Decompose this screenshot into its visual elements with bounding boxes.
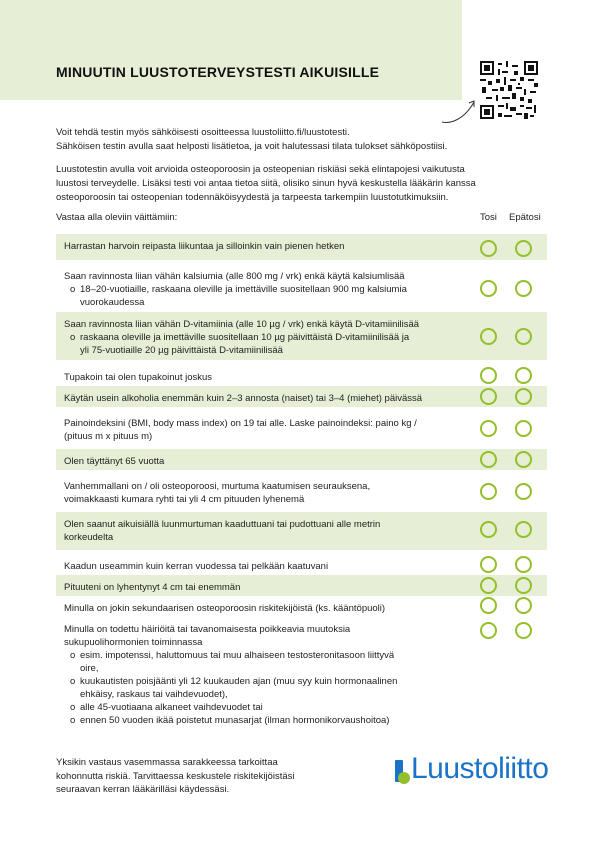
radio-true[interactable] bbox=[480, 240, 497, 257]
statement-sublist bbox=[64, 283, 539, 309]
radio-true[interactable] bbox=[480, 280, 497, 297]
statement-text: Olen saanut aikuisiällä luunmurtuman kaaduttuani tai pudottuani alle metrin korkeudelta bbox=[64, 519, 381, 543]
radio-false[interactable] bbox=[515, 556, 532, 573]
luustoliitto-logo bbox=[395, 752, 555, 792]
radio-false[interactable] bbox=[515, 367, 532, 384]
radio-true[interactable] bbox=[480, 622, 497, 639]
statement-subitem: o raskaana oleville ja imettäville suositellaan 10 µg päivittäistä D-vitamiinilisää ja yli 75-vuotiaille 20 µg päivittäistä D-vitamiinilisää bbox=[64, 331, 539, 357]
radio-false[interactable] bbox=[515, 483, 532, 500]
statement-text: Kaadun useammin kuin kerran vuodessa tai pelkään kaatuvani bbox=[64, 561, 329, 572]
statement-text: Saan ravinnosta liian vähän kalsiumia (alle 800 mg / vrk) enkä käytä kalsiumlisää bbox=[64, 271, 405, 282]
qr-code-icon[interactable] bbox=[480, 61, 538, 119]
radio-false[interactable] bbox=[515, 521, 532, 538]
statement-subitem: o 18–20-vuotiaille, raskaana oleville ja imettäville suositellaan 900 mg kalsiumia vuorokaudessa bbox=[64, 283, 539, 309]
radio-false[interactable] bbox=[515, 597, 532, 614]
statement-row bbox=[56, 411, 547, 449]
statement-row bbox=[56, 365, 547, 386]
radio-true[interactable] bbox=[480, 451, 497, 468]
column-header-true: Tosi bbox=[480, 212, 497, 223]
radio-false[interactable] bbox=[515, 420, 532, 437]
statement-subitem: o ennen 50 vuoden ikää poistetut munasarjat (ilman hormonikorvaushoitoa) bbox=[64, 714, 539, 727]
statement-text: Harrastan harvoin reipasta liikuntaa ja silloinkin vain pienen hetken bbox=[64, 241, 345, 252]
intro-paragraph-online: Voit tehdä testin myös sähköisesti osoitteessa luustoliitto.fi/luustotesti. Sähköisen testin avulla saat helposti lisätietoa, ja voit halutessasi tilata tulokset sähköpostiisi. bbox=[56, 127, 448, 152]
radio-true[interactable] bbox=[480, 483, 497, 500]
statement-row bbox=[56, 512, 547, 550]
statement-row bbox=[56, 264, 547, 312]
logo-dot bbox=[398, 772, 410, 784]
radio-false[interactable] bbox=[515, 622, 532, 639]
statement-row bbox=[56, 234, 547, 260]
column-header-false: Epätosi bbox=[509, 212, 541, 223]
statement-row bbox=[56, 386, 547, 407]
radio-true[interactable] bbox=[480, 521, 497, 538]
statement-text: Saan ravinnosta liian vähän D-vitamiinia (alle 10 µg / vrk) enkä käytä D-vitamiinilisää bbox=[64, 319, 420, 330]
statement-text: Painoindeksini (BMI, body mass index) on 19 tai alle. Laske painoindeksi: paino kg / (pituus m x pituus m) bbox=[64, 418, 417, 442]
radio-true[interactable] bbox=[480, 577, 497, 594]
statement-row bbox=[56, 575, 547, 596]
statement-subitem: o alle 45-vuotiaana alkaneet vaihdevuodet tai bbox=[64, 701, 539, 714]
statement-row bbox=[56, 554, 547, 575]
statement-row bbox=[56, 449, 547, 470]
curved-arrow-icon bbox=[440, 96, 478, 126]
radio-true[interactable] bbox=[480, 556, 497, 573]
instruction-label: Vastaa alla oleviin väittämiin: bbox=[56, 212, 178, 223]
radio-true[interactable] bbox=[480, 420, 497, 437]
logo-wordmark: Luustoliitto bbox=[411, 752, 549, 785]
radio-false[interactable] bbox=[515, 240, 532, 257]
statement-text: Minulla on jokin sekundaarisen osteoporoosin riskitekijöistä (ks. kääntöpuoli) bbox=[64, 603, 386, 614]
radio-false[interactable] bbox=[515, 280, 532, 297]
statement-text: Minulla on todettu häiriöitä tai tavanomaisesta poikkeavia muutoksia sukupuolihormonien toiminnassa bbox=[64, 624, 351, 648]
statement-text: Vanhemmallani on / oli osteoporoosi, murtuma kaatumisen seurauksena, voimakkaasti kumara ryhti tai yli 4 cm pituuden lyhenemä bbox=[64, 481, 371, 505]
radio-false[interactable] bbox=[515, 328, 532, 345]
radio-false[interactable] bbox=[515, 577, 532, 594]
statement-row bbox=[56, 617, 547, 733]
statement-text: Olen täyttänyt 65 vuotta bbox=[64, 456, 165, 467]
radio-false[interactable] bbox=[515, 451, 532, 468]
intro-text bbox=[56, 126, 516, 214]
radio-true[interactable] bbox=[480, 367, 497, 384]
page-title: MINUUTIN LUUSTOTERVEYSTESTI AIKUISILLE bbox=[56, 64, 380, 80]
intro-paragraph-about: Luustotestin avulla voit arvioida osteoporoosin ja osteopenian riskiäsi sekä elintapojesi vaikutusta luustosi terveydelle. Lisäksi testi voi antaa tietoa siitä, olisiko sinun hyvä keskustella lääkärin kanssa osteoporoosin tai osteopenian todennäköisyydestä ja tarpeesta tarkempiin luustotutkimuksiin. bbox=[56, 164, 476, 203]
statement-sublist bbox=[64, 649, 539, 727]
statement-row bbox=[56, 596, 547, 617]
statement-text: Pituuteni on lyhentynyt 4 cm tai enemmän bbox=[64, 582, 241, 593]
footer-note: Yksikin vastaus vasemmassa sarakkeessa tarkoittaa kohonnutta riskiä. Tarvittaessa keskustele riskitekijöistäsi seuraavan kerran lääkärilläsi käydessäsi. bbox=[56, 757, 295, 795]
statement-text: Tupakoin tai olen tupakoinut joskus bbox=[64, 372, 213, 383]
statement-subitem: o kuukautisten poisjäänti yli 12 kuukauden ajan (muu syy kuin hormonaalinen ehkäisy, raskaus tai vaihdevuodet), bbox=[64, 675, 539, 701]
statement-row bbox=[56, 474, 547, 512]
radio-true[interactable] bbox=[480, 328, 497, 345]
radio-true[interactable] bbox=[480, 597, 497, 614]
statement-row bbox=[56, 312, 547, 360]
statement-text: Käytän usein alkoholia enemmän kuin 2–3 annosta (naiset) tai 3–4 (miehet) päivässä bbox=[64, 393, 423, 404]
radio-true[interactable] bbox=[480, 388, 497, 405]
radio-false[interactable] bbox=[515, 388, 532, 405]
statement-sublist bbox=[64, 331, 539, 357]
statement-subitem: o esim. impotenssi, haluttomuus tai muu alhaiseen testosteronitasoon liittyvä oire, bbox=[64, 649, 539, 675]
